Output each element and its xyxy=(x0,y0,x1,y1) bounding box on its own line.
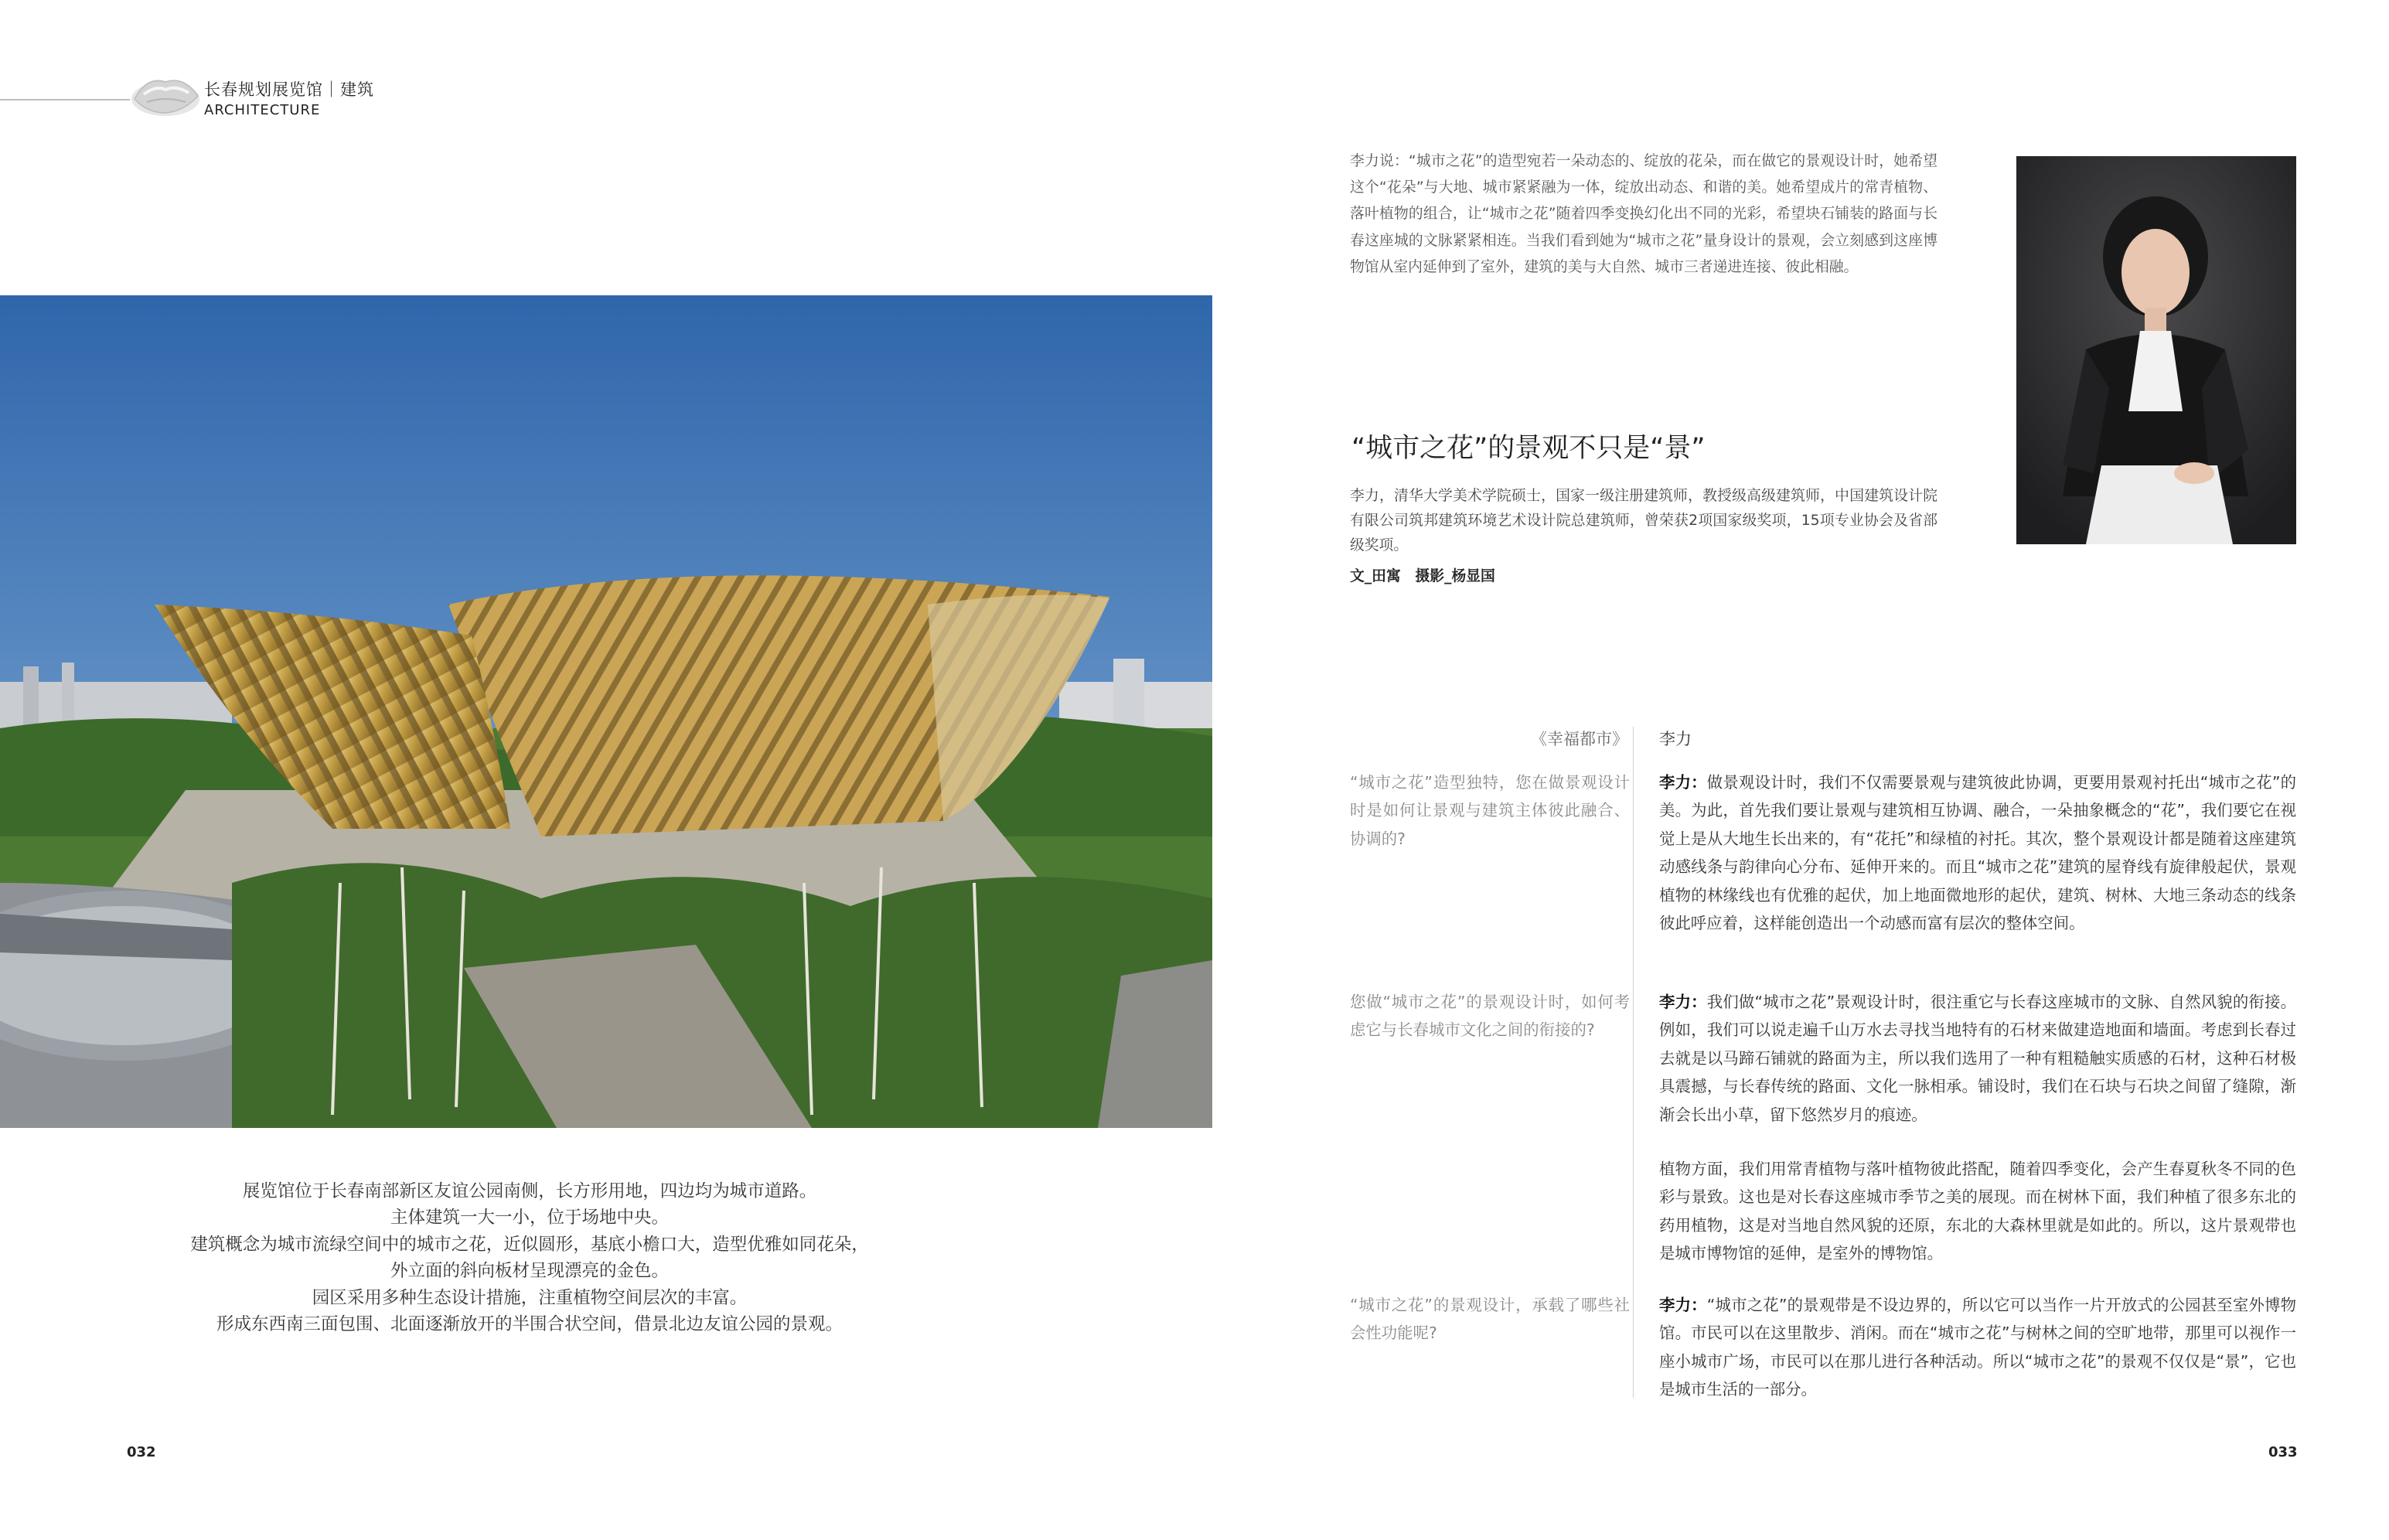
interview-question: 您做“城市之花”的景观设计时，如何考虑它与长春城市文化之间的衔接的? xyxy=(1350,993,1630,1040)
portrait-photo xyxy=(2016,156,2296,544)
author-bio: 李力，清华大学美术学院硕士，国家一级注册建筑师，教授级高级建筑师，中国建筑设计院有限公司筑邦建筑环境艺术设计院总建筑师，曾荣获2项国家级奖项，15项专业协会及省部级奖项。 xyxy=(1350,488,1937,554)
answer-text: “城市之花”的景观带是不设边界的，所以它可以当作一片开放式的公园甚至室外博物馆。市民可以在这里散步、消闲。而在“城市之花”与树林之间的空旷地带，那里可以视作一座小城市广场，市民可以在那儿进行各种活动。所以“城市之花”的景观不仅仅是“景”，它也是城市生活的一部分。 xyxy=(1659,1296,2297,1399)
speaker-label: 李力： xyxy=(1659,1296,1707,1314)
credits: 文_田寓 摄影_杨显国 xyxy=(1350,568,1495,584)
caption-line: 建筑概念为城市流绿空间中的城市之花，近似圆形，基底小檐口大，造型优雅如同花朵， xyxy=(190,1234,869,1255)
interview-answer xyxy=(1659,988,2296,1129)
interview-answer xyxy=(1659,768,2296,937)
museum-logo-icon xyxy=(130,68,201,119)
interview-label-magazine: 《幸福都市》 xyxy=(1531,730,1628,748)
interview-answer-continued: 植物方面，我们用常青植物与落叶植物彼此搭配，随着四季变化，会产生春夏秋冬不同的色彩与景致。这也是对长春这座城市季节之美的展现。而在树林下面，我们种植了很多东北的药用植物，这是对当地自然风貌的还原，东北的大森林里就是如此的。所以，这片景观带也是城市博物馆的延伸，是室外的博物馆。 xyxy=(1659,1160,2296,1263)
answer-text: 我们做“城市之花”景观设计时，很注重它与长春这座城市的文脉、自然风貌的衔接。例如，我们可以说走遍千山万水去寻找当地特有的石材来做建造地面和墙面。考虑到长春过去就是以马蹄石铺就的路面为主，所以我们选用了一种有粗糙触实质感的石材，这种石材极具震撼，与长春传统的路面、文化一脉相承。铺设时，我们在石块与石块之间留了缝隙，渐渐会长出小草，留下悠然岁月的痕迹。 xyxy=(1659,993,2297,1124)
answer-text: 做景观设计时，我们不仅需要景观与建筑彼此协调，更要用景观衬托出“城市之花”的美。为此，首先我们要让景观与建筑相互协调、融合，一朵抽象概念的“花”，我们要它在视觉上是从大地生长出来的，有“花托”和绿植的衬托。其次，整个景观设计都是随着这座建筑动感线条与韵律向心分布、延伸开来的。而且“城市之花”建筑的屋脊线有旋律般起伏，景观植物的林缘线也有优雅的起伏，加上地面微地形的起伏，建筑、树林、大地三条动态的线条彼此呼应着，这样能创造出一个动感而富有层次的整体空间。 xyxy=(1659,773,2297,933)
speaker-label: 李力： xyxy=(1659,773,1707,792)
interview-answer xyxy=(1659,1291,2296,1404)
photo-caption xyxy=(124,1178,935,1337)
museum-photo xyxy=(0,295,1212,1128)
interview-divider xyxy=(1633,727,1634,1398)
caption-line: 外立面的斜向板材呈现漂亮的金色。 xyxy=(390,1261,669,1282)
intro-paragraph: 李力说：“城市之花”的造型宛若一朵动态的、绽放的花朵，而在做它的景观设计时，她希望这个“花朵”与大地、城市紧紧融为一体，绽放出动态、和谐的美。她希望成片的常青植物、落叶植物的组合，让“城市之花”随着四季变换幻化出不同的光彩，希望块石铺装的路面与长春这座城的文脉紧紧相连。当我们看到她为“城市之花”量身设计的景观，会立刻感到这座博物馆从室内延伸到了室外，建筑的美与大自然、城市三者递进连接、彼此相融。 xyxy=(1350,153,1937,275)
caption-line: 形成东西南三面包围、北面逐渐放开的半围合状空间，借景北边友谊公园的景观。 xyxy=(216,1314,843,1335)
header-subtitle: ARCHITECTURE xyxy=(204,102,321,118)
caption-line: 展览馆位于长春南部新区友谊公园南侧，长方形用地，四边均为城市道路。 xyxy=(242,1181,817,1201)
speaker-label: 李力： xyxy=(1659,993,1707,1011)
interview-question: “城市之花”造型独特，您在做景观设计时是如何让景观与建筑主体彼此融合、协调的? xyxy=(1350,773,1630,848)
feature-title: “城市之花”的景观不只是“景” xyxy=(1351,433,1706,464)
interview-label-speaker: 李力 xyxy=(1659,730,1692,748)
interview-question: “城市之花”的景观设计，承载了哪些社会性功能呢? xyxy=(1350,1296,1630,1343)
header-title: 长春规划展览馆｜建筑 xyxy=(204,80,374,99)
page-number-right: 033 xyxy=(2268,1444,2298,1460)
caption-line: 主体建筑一大一小，位于场地中央。 xyxy=(390,1208,669,1228)
page-number-left: 032 xyxy=(127,1444,156,1460)
caption-line: 园区采用多种生态设计措施，注重植物空间层次的丰富。 xyxy=(312,1287,748,1308)
header-rule xyxy=(0,99,130,101)
